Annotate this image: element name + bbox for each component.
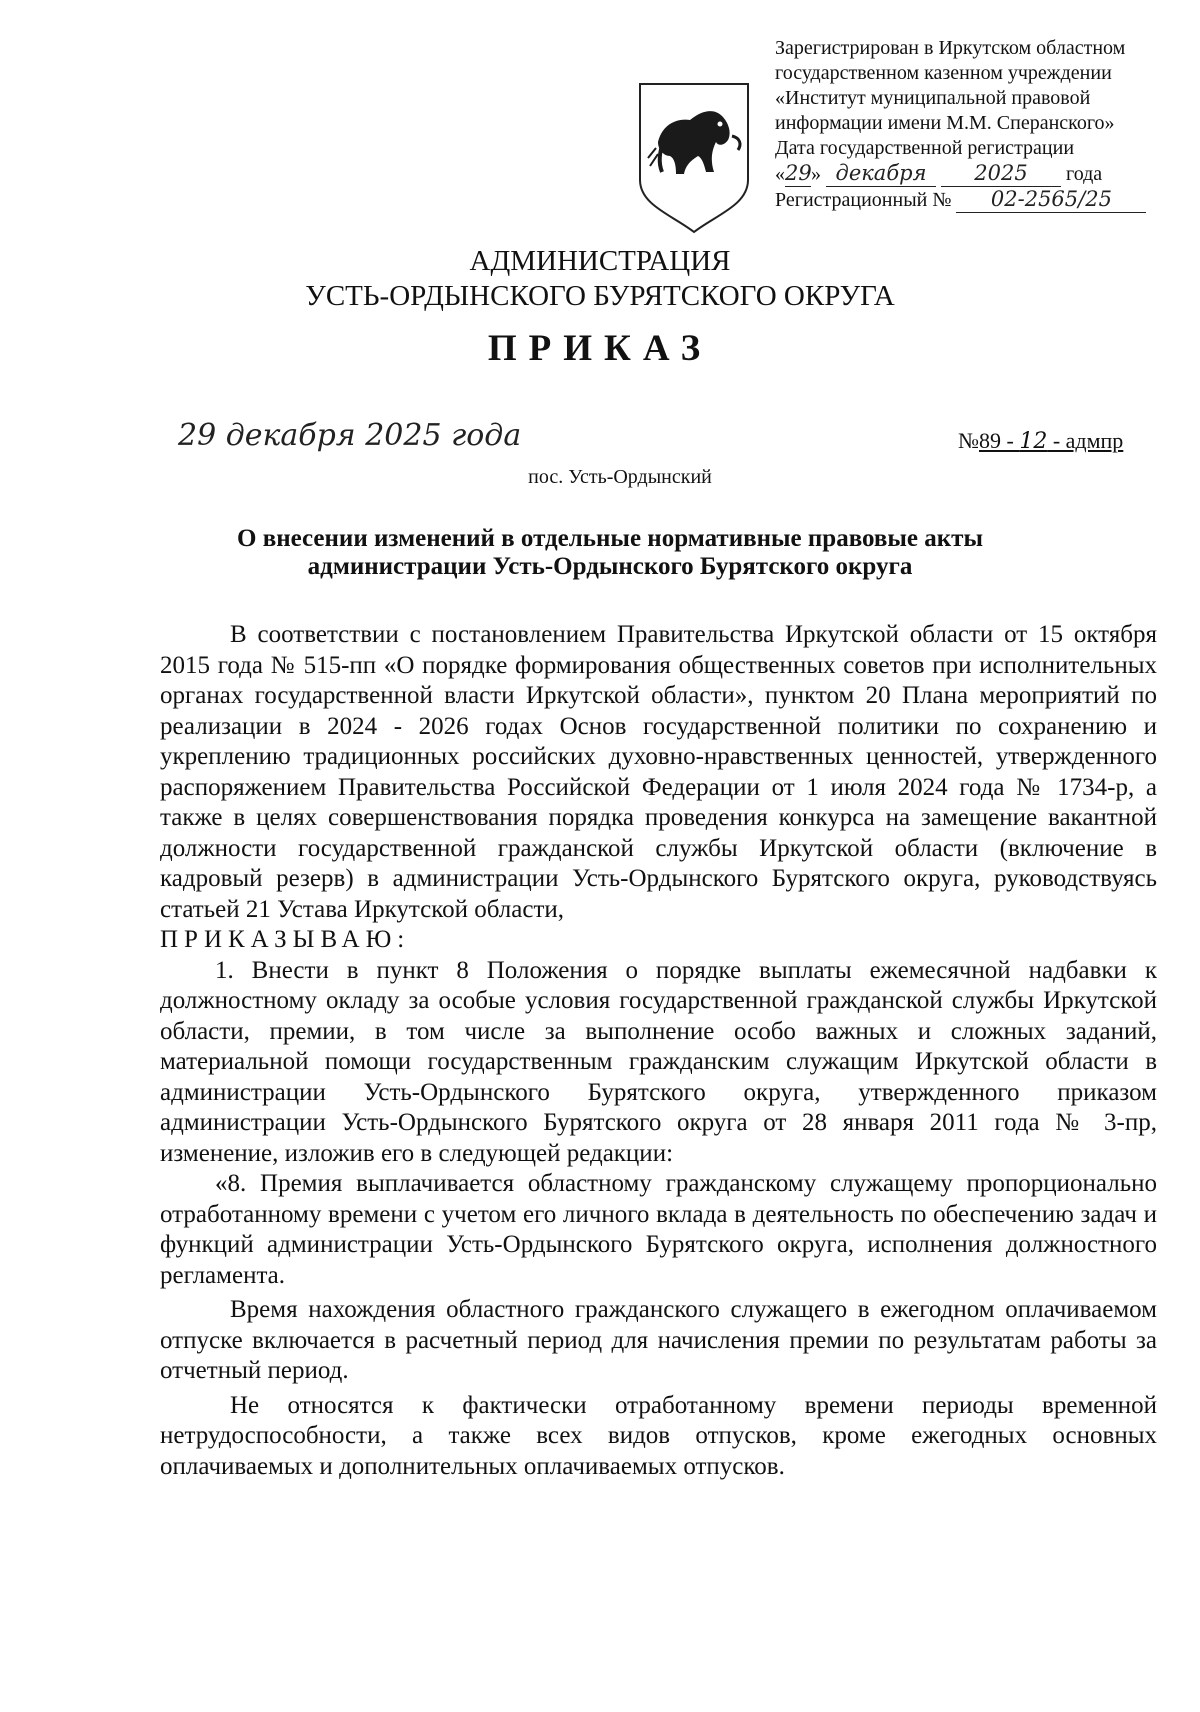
orders-heading: ПРИКАЗЫВАЮ: (160, 926, 411, 953)
paragraph: Время нахождения областного гражданского служащего в ежегодном оплачиваемом отпуске включается в расчетный период для начисления премии по результатам работы за отчетный период. (160, 1296, 1157, 1384)
registration-block (775, 36, 1150, 213)
registration-month: декабря (826, 161, 936, 187)
registration-line: Дата государственной регистрации (775, 137, 1075, 159)
registration-number-line: Регистрационный № 02-2565/25 (775, 187, 1150, 213)
registration-year: 2025 (941, 161, 1061, 187)
order-number: №89 - 12 - адмпр (958, 428, 1124, 454)
registration-day: 29 (785, 161, 812, 185)
registration-year-word: года (1066, 163, 1103, 185)
registration-line: государственном казенном учреждении (775, 62, 1112, 84)
order-place: пос. Усть-Ордынский (528, 466, 712, 488)
registration-line: «Институт муниципальной правовой (775, 87, 1091, 109)
document-body (160, 620, 1157, 1482)
paragraph: «8. Премия выплачивается областному гражданскому служащему пропорционально отработанному времени с учетом его личного вклада в деятельность по обеспечению задач и функций администрации Усть-Ордынского Бурятского округа, исполнения должностного регламента. (160, 1170, 1157, 1289)
document-type: ПРИКАЗ (487, 328, 713, 369)
paragraph: В соответствии с постановлением Правительства Иркутской области от 15 октября 2015 года № 515-пп «О порядке формирования общественных советов при исполнительных органах государственной власти Иркутской области», пунктом 20 Плана мероприятий по реализации в 2024 - 2026 годах Основ государственной политики по сохранению и укреплению традиционных российских духовно-нравственных ценностей, утвержденного распоряжением Правительства Российской Федерации от 1 июля 2024 года № 1734-р, а также в целях совершенствования порядка проведения конкурса на замещение вакантной должности государственной гражданской службы Иркутской области (включение в кадровый резерв) в администрации Усть-Ордынского Бурятского округа, руководствуясь статьей 21 Устава Иркутской области, (160, 621, 1157, 923)
paragraph: Не относятся к фактически отработанному времени периоды временной нетрудоспособности, а также всех видов отпусков, кроме ежегодных основных оплачиваемых и дополнительных оплачиваемых отпусков. (160, 1391, 1157, 1480)
order-date: 29 декабря 2025 года (178, 418, 522, 453)
organization-subname: УСТЬ-ОРДЫНСКОГО БУРЯТСКОГО ОКРУГА (305, 280, 895, 312)
registration-line: информации имени М.М. Сперанского» (775, 112, 1115, 134)
document-title: О внесении изменений в отдельные нормативные правовые акты администрации Усть-Ордынского Бурятского округа (237, 525, 983, 580)
registration-date-line: «29» декабря 2025 года (775, 161, 1103, 185)
paragraph: 1. Внести в пункт 8 Положения о порядке выплаты ежемесячной надбавки к должностному окладу за особые условия государственной гражданской службы Иркутской области, премии, в том числе за выполнение особо важных и сложных заданий, материальной помощи государственным гражданским служащим Иркутской области в администрации Усть-Ордынского Бурятского округа, утвержденного приказом администрации Усть-Ордынского Бурятского округа от 28 января 2011 года № 3-пр, изменение, изложив его в следующей редакции: (160, 956, 1157, 1167)
organization-name: АДМИНИСТРАЦИЯ (469, 245, 731, 277)
registration-line: Зарегистрирован в Иркутском областном (775, 37, 1126, 59)
registration-number: 02-2565/25 (956, 187, 1146, 213)
coat-of-arms-icon (636, 80, 752, 235)
